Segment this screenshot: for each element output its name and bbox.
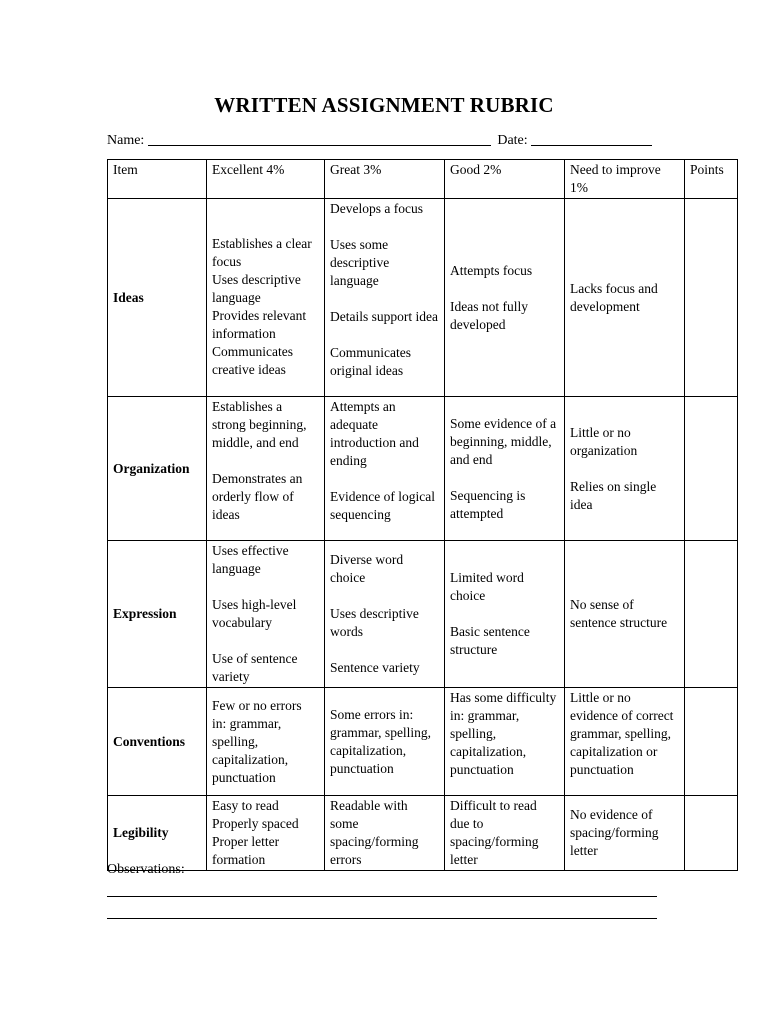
table-row <box>108 688 738 796</box>
header-points: Points <box>685 160 738 199</box>
table-row <box>108 199 738 397</box>
cell-spacer <box>330 641 439 659</box>
cell-text: Establishes a clear focus <box>212 235 312 269</box>
item-cell: Organization <box>108 397 207 541</box>
cell-spacer <box>450 280 559 298</box>
cell-text: Uses effective language <box>212 543 289 576</box>
cell-text: Attempts focus <box>450 262 533 278</box>
cell-text: No evidence of spacing/forming letter <box>570 807 659 858</box>
cell-text: Basic sentence structure <box>450 624 530 657</box>
points-cell[interactable] <box>685 397 738 541</box>
cell-text: Little or no organization <box>570 424 638 458</box>
excellent-cell <box>207 688 325 796</box>
cell-text: Sequencing is attempted <box>450 487 526 521</box>
excellent-cell <box>207 796 325 871</box>
good-cell <box>445 541 565 688</box>
good-cell <box>445 796 565 871</box>
cell-text: Difficult to read due to spacing/forming letter <box>450 798 539 867</box>
date-field-line[interactable] <box>531 131 652 146</box>
cell-text: Ideas not fully developed <box>450 298 528 332</box>
cell-text: Uses descriptive words <box>330 606 419 639</box>
great-cell <box>325 541 445 688</box>
header-row <box>108 160 738 199</box>
item-cell: Conventions <box>108 688 207 796</box>
table-row <box>108 397 738 541</box>
cell-text: Uses high-level vocabulary <box>212 597 297 630</box>
name-field-line[interactable] <box>148 131 491 146</box>
improve-cell <box>565 397 685 541</box>
cell-spacer <box>450 469 559 487</box>
excellent-cell <box>207 397 325 541</box>
cell-spacer <box>330 587 439 605</box>
header-great: Great 3% <box>325 160 445 199</box>
good-cell <box>445 199 565 397</box>
cell-text: Relies on single idea <box>570 478 657 512</box>
points-cell[interactable] <box>685 199 738 397</box>
cell-text: Uses descriptive language <box>212 271 301 305</box>
cell-text: Some evidence of a beginning, middle, and end <box>450 415 557 467</box>
cell-text: Attempts an adequate introduction and ending <box>330 399 419 468</box>
cell-text: Establishes a strong beginning, middle, and end <box>212 399 307 450</box>
cell-text: Evidence of logical sequencing <box>330 489 435 522</box>
great-cell <box>325 796 445 871</box>
item-cell: Expression <box>108 541 207 688</box>
great-cell <box>325 397 445 541</box>
cell-text: Use of sentence variety <box>212 651 298 684</box>
header-excellent: Excellent 4% <box>207 160 325 199</box>
points-cell[interactable] <box>685 688 738 796</box>
cell-spacer <box>212 578 319 596</box>
good-cell <box>445 688 565 796</box>
cell-spacer <box>330 218 439 236</box>
name-date-line <box>107 131 652 149</box>
cell-spacer <box>330 290 439 308</box>
points-cell[interactable] <box>685 541 738 688</box>
cell-text: Develops a focus <box>330 201 423 216</box>
header-need-to-improve: Need to improve 1% <box>565 160 685 199</box>
header-item: Item <box>108 160 207 199</box>
excellent-cell <box>207 199 325 397</box>
cell-text: Diverse word choice <box>330 552 404 585</box>
good-cell <box>445 397 565 541</box>
cell-text: No sense of sentence structure <box>570 597 668 630</box>
table-row <box>108 541 738 688</box>
cell-spacer <box>570 460 679 478</box>
cell-text: Readable with some spacing/forming errors <box>330 798 419 867</box>
cell-text: Few or no errors in: grammar, spelling, capitalization, punctuation <box>212 697 302 785</box>
date-label: Date: <box>497 133 528 148</box>
cell-text: Provides relevant information <box>212 307 307 341</box>
cell-text: Some errors in: grammar, spelling, capitalization, punctuation <box>330 706 432 776</box>
improve-cell <box>565 796 685 871</box>
cell-spacer <box>212 452 319 470</box>
cell-text: Easy to read <box>212 798 279 813</box>
item-cell: Legibility <box>108 796 207 871</box>
improve-cell <box>565 199 685 397</box>
page-title: WRITTEN ASSIGNMENT RUBRIC <box>214 93 554 117</box>
cell-text: Proper letter formation <box>212 834 280 867</box>
cell-text: Uses some descriptive language <box>330 237 390 288</box>
cell-text: Sentence variety <box>330 660 420 675</box>
improve-cell <box>565 541 685 688</box>
observations-line-2[interactable] <box>107 902 657 919</box>
excellent-cell <box>207 541 325 688</box>
great-cell <box>325 199 445 397</box>
improve-cell <box>565 688 685 796</box>
cell-text: Communicates original ideas <box>330 345 411 378</box>
cell-text: Limited word choice <box>450 570 524 603</box>
table-row <box>108 796 738 871</box>
item-cell: Ideas <box>108 199 207 397</box>
cell-spacer <box>330 326 439 344</box>
observations-line-1[interactable] <box>107 880 657 897</box>
great-cell <box>325 688 445 796</box>
points-cell[interactable] <box>685 796 738 871</box>
rubric-table <box>107 159 738 871</box>
cell-text: Communicates creative ideas <box>212 343 293 377</box>
cell-spacer <box>450 605 559 623</box>
cell-text: Demonstrates an orderly flow of ideas <box>212 471 303 522</box>
cell-spacer <box>212 632 319 650</box>
cell-spacer <box>330 470 439 488</box>
header-good: Good 2% <box>445 160 565 199</box>
cell-text: Has some difficulty in: grammar, spelling, capitalization, punctuation <box>450 690 557 777</box>
cell-text: Details support idea <box>330 309 438 324</box>
cell-text: Properly spaced <box>212 816 299 831</box>
cell-text: Little or no evidence of correct grammar, spelling, capitalization or punctuation <box>570 690 674 777</box>
cell-text: Lacks focus and development <box>570 280 658 314</box>
name-label: Name: <box>107 133 145 148</box>
observations-label: Observations: <box>107 862 185 877</box>
